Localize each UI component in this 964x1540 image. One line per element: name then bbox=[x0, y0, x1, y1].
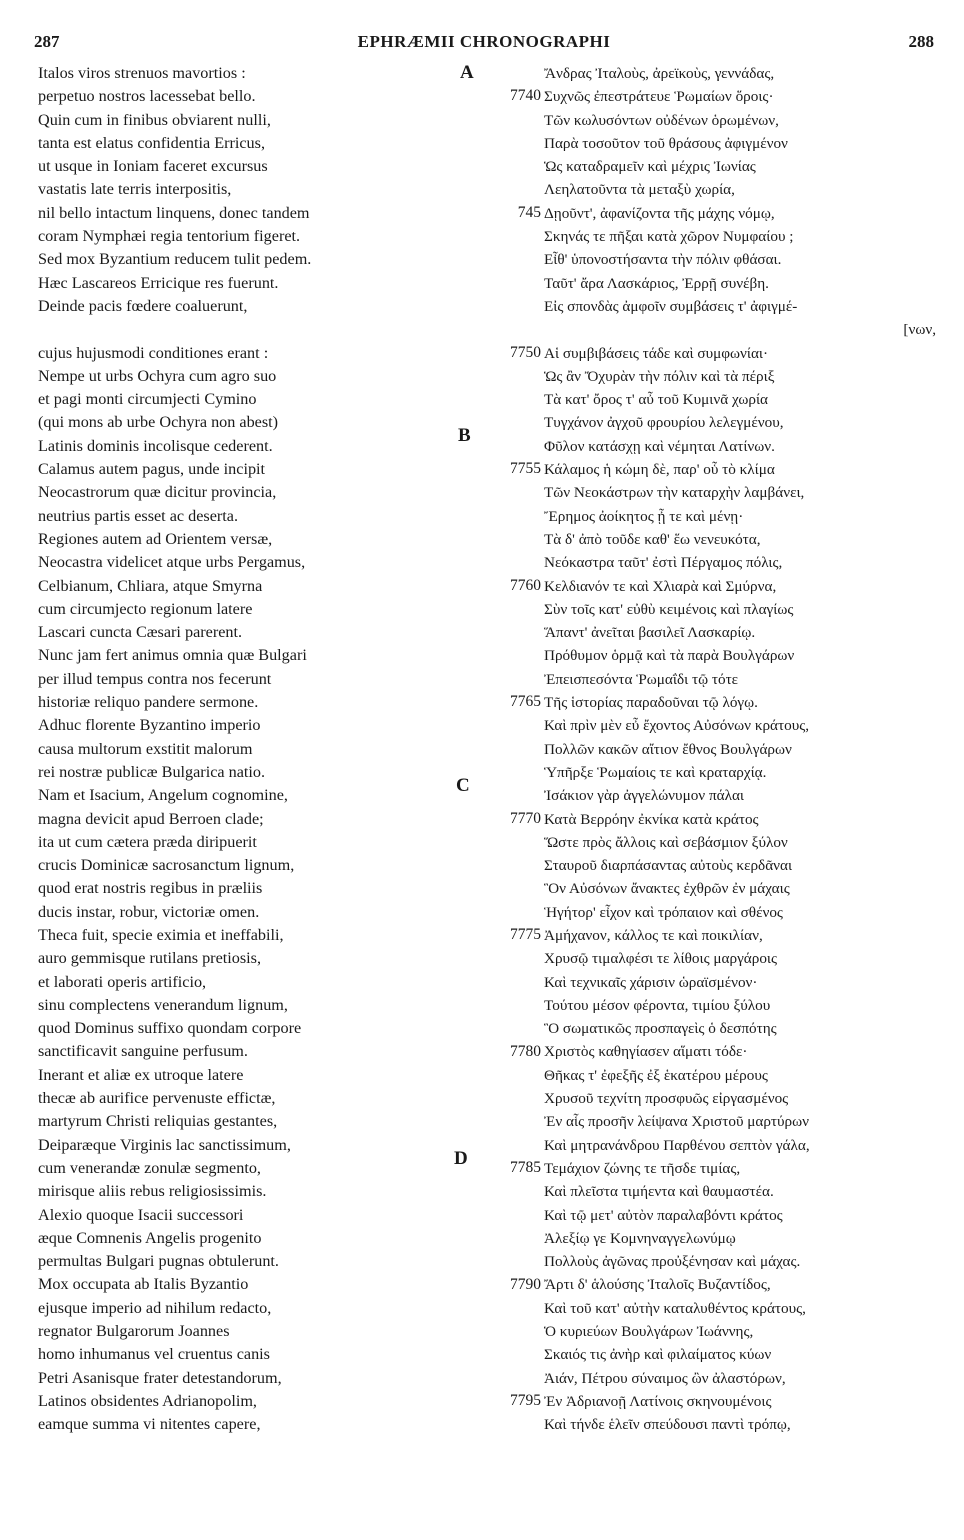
section-marker: C bbox=[456, 774, 470, 796]
latin-line: tanta est elatus confidentia Erricus, bbox=[38, 133, 265, 152]
verse-line-number: 7790 bbox=[510, 1275, 541, 1293]
latin-line: Quin cum in finibus obviarent nulli, bbox=[38, 110, 271, 129]
verse-line-number: 7795 bbox=[510, 1392, 541, 1410]
greek-line: Ὡς καταδραμεῖν καὶ μέχρις Ἰωνίας bbox=[544, 158, 756, 176]
greek-line: Χρυσῷ τιμαλφέσι τε λίθοις μαργάροις bbox=[544, 950, 778, 968]
greek-line: Τὰ κατ' ὄρος τ' αὖ τοῦ Κυμινᾶ χωρία bbox=[544, 391, 769, 409]
greek-line: Ἄρτι δ' ἁλούσης Ἰταλοῖς Βυζαντίδος, bbox=[544, 1276, 771, 1294]
latin-line: permultas Bulgari pugnas obtulerunt. bbox=[38, 1252, 279, 1271]
latin-line: magna devicit apud Berroen clade; bbox=[38, 809, 264, 828]
latin-line: neutrius partis esset ac deserta. bbox=[38, 506, 239, 525]
latin-line: ejusque imperio ad nihilum redacto, bbox=[38, 1298, 272, 1317]
latin-line: Petri Asanisque frater detestandorum, bbox=[38, 1368, 282, 1387]
greek-line: Ταῦτ' ἄρα Λασκάριος, Ἐρρῇ συνέβη. bbox=[544, 274, 769, 292]
latin-line: ducis instar, robur, victoriæ omen. bbox=[38, 902, 260, 921]
latin-line: Adhuc florente Byzantino imperio bbox=[38, 716, 261, 735]
greek-line: Καὶ πρὶν μὲν εὖ ἔχοντος Αὐσόνων κράτους, bbox=[544, 717, 810, 735]
latin-line: sanctificavit sanguine perfusum. bbox=[38, 1042, 248, 1061]
greek-line: Ὁ κυριεύων Βουλγάρων Ἰωάννης, bbox=[544, 1323, 754, 1341]
latin-line: per illud tempus contra nos fecerunt bbox=[38, 669, 272, 688]
latin-line: Nam et Isacium, Angelum cognomine, bbox=[38, 786, 288, 805]
latin-line: Alexio quoque Isacii successori bbox=[38, 1205, 244, 1224]
verse-line-number: 7740 bbox=[510, 87, 541, 105]
greek-line: Ἀλεξίῳ γε Κομνηναγγελωνύμῳ bbox=[544, 1229, 736, 1247]
latin-line: crucis Dominicæ sacrosanctum lignum, bbox=[38, 856, 295, 875]
greek-line: Κάλαμος ἡ κώμη δὲ, παρ' οὗ τὸ κλίμα bbox=[544, 461, 775, 479]
verse-line-number: 7770 bbox=[510, 809, 541, 827]
greek-line: Ἰσάκιον γὰρ ἀγγελώνυμον πάλαι bbox=[544, 787, 745, 805]
page-number-right: 288 bbox=[908, 32, 934, 51]
verse-line-number: 7765 bbox=[510, 693, 541, 711]
section-marker: B bbox=[458, 425, 471, 447]
greek-line-continuation: [νων, bbox=[903, 321, 936, 339]
greek-line: Ἐν αἷς προσῆν λείψανα Χριστοῦ μαρτύρων bbox=[544, 1113, 810, 1131]
verse-line-number: 7785 bbox=[510, 1159, 541, 1177]
latin-line: ut usque in Ioniam faceret excursus bbox=[38, 157, 268, 176]
greek-line: Ἡγήτορ' εἶχον καὶ τρόπαιον καὶ σθένος bbox=[544, 903, 783, 921]
latin-line: Latinis dominis incolisque cederent. bbox=[38, 436, 273, 455]
latin-line: Deiparæque Virginis lac sanctissimum, bbox=[38, 1135, 291, 1154]
latin-line: coram Nymphæi regia tentorium figeret. bbox=[38, 227, 301, 246]
latin-line: Nunc jam fert animus omnia quæ Bulgari bbox=[38, 646, 307, 665]
greek-line: Καὶ τήνδε ἑλεῖν σπεύδουσι παντὶ τρόπῳ, bbox=[544, 1416, 791, 1434]
greek-line: Σκαιός τις ἀνὴρ καὶ φιλαίματος κύων bbox=[544, 1346, 772, 1364]
verse-line-number: 745 bbox=[517, 203, 541, 221]
greek-line: Ἄνδρας Ἰταλοὺς, ἀρεϊκοὺς, γεννάδας, bbox=[544, 65, 775, 82]
greek-line: Πρόθυμον ὁρμᾷ καὶ τὰ παρὰ Βουλγάρων bbox=[544, 647, 795, 665]
latin-line: Lascari cuncta Cæsari parerent. bbox=[38, 623, 243, 642]
verse-line-number: 7760 bbox=[510, 576, 541, 594]
latin-line: ita ut cum cætera præda diripuerit bbox=[38, 832, 257, 851]
greek-line: Εἶθ' ὑπονοστήσαντα τὴν πόλιν φθάσαι. bbox=[544, 251, 782, 269]
greek-line: Αἱ συμβιβάσεις τάδε καὶ συμφωνίαι· bbox=[544, 344, 769, 362]
latin-line: et laborati operis artificio, bbox=[38, 972, 207, 991]
section-marker: D bbox=[454, 1147, 468, 1169]
greek-line: Δῃοῦντ', ἀφανίζοντα τῆς μάχης νόμῳ, bbox=[544, 204, 775, 222]
latin-line: Theca fuit, specie eximia et ineffabili, bbox=[38, 925, 284, 944]
latin-line: historiæ reliquo pandere sermone. bbox=[38, 693, 259, 712]
greek-text-column bbox=[544, 62, 944, 1437]
greek-line: Ὃ σωματικῶς προσπαγεὶς ὁ δεσπότης bbox=[544, 1020, 777, 1038]
greek-line: Τὰ δ' ἀπὸ τοῦδε καθ' ἕω νενευκότα, bbox=[544, 530, 761, 548]
latin-line: auro gemmisque rutilans pretiosis, bbox=[38, 949, 261, 968]
latin-line: Celbianum, Chliara, atque Smyrna bbox=[38, 576, 263, 595]
latin-line: homo inhumanus vel cruentus canis bbox=[38, 1345, 270, 1364]
latin-line: Nempe ut urbs Ochyra cum agro suo bbox=[38, 366, 277, 385]
latin-line: cum venerandæ zonulæ segmento, bbox=[38, 1158, 261, 1177]
greek-line: Εἰς σπονδὰς ἀμφοῖν συμβάσεις τ' ἀφιγμέ- bbox=[544, 297, 798, 315]
greek-line: Θῆκας τ' ἐφεξῆς ἐξ ἑκατέρου μέρους bbox=[544, 1066, 768, 1084]
greek-line: Ὡς ἂν Ὄχυρὰν τὴν πόλιν καὶ τὰ πέριξ bbox=[544, 367, 775, 385]
latin-line: cum circumjecto regionum latere bbox=[38, 599, 253, 618]
latin-line: causa multorum exstitit malorum bbox=[38, 739, 253, 758]
verse-line-number: 7755 bbox=[510, 460, 541, 478]
latin-line: Latinos obsidentes Adrianopolim, bbox=[38, 1391, 257, 1410]
latin-line: mirisque aliis rebus religiosissimis. bbox=[38, 1182, 267, 1201]
latin-line: Italos viros strenuos mavortios : bbox=[38, 64, 246, 82]
latin-line: quod erat nostris regibus in præliis bbox=[38, 879, 263, 898]
greek-line: Χριστὸς καθηγίασεν αἵματι τόδε· bbox=[544, 1043, 748, 1061]
latin-line: Neocastra videlicet atque urbs Pergamus, bbox=[38, 553, 306, 572]
greek-line: Τούτου μέσον φέροντα, τιμίου ξύλου bbox=[544, 996, 771, 1014]
greek-line: Σκηνάς τε πῆξαι κατὰ χῶρον Νυμφαίου ; bbox=[544, 228, 794, 246]
greek-line: Ὑπῆρξε Ῥωμαίοις τε καὶ κραταρχίᾳ. bbox=[544, 763, 767, 781]
latin-line: sinu complectens venerandum lignum, bbox=[38, 995, 288, 1014]
greek-line: Καὶ πλεῖστα τιμήεντα καὶ θαυμαστέα. bbox=[544, 1183, 774, 1201]
greek-line: Ὃν Αὐσόνων ἄνακτες ἐχθρῶν ἐν μάχαις bbox=[544, 880, 790, 898]
page-number-left: 287 bbox=[34, 32, 60, 51]
greek-line: Σταυροῦ διαρπάσαντας αὐτοὺς κερδᾶναι bbox=[544, 857, 793, 875]
greek-line: Σὺν τοῖς κατ' εὐθὺ κειμένοις καὶ πλαγίως bbox=[544, 600, 794, 618]
greek-line: Ἐν Ἀδριανοῇ Λατίνοις σκηνουμένοις bbox=[544, 1392, 772, 1410]
latin-line: (qui mons ab urbe Ochyra non abest) bbox=[38, 413, 279, 432]
greek-line: Πολλῶν κακῶν αἴτιον ἔθνος Βουλγάρων bbox=[544, 740, 792, 758]
greek-line: Ἔρημος ἀοίκητος ᾖ τε καὶ μένῃ· bbox=[544, 507, 744, 525]
greek-line: Πολλοὺς ἀγῶνας προὐξένησαν καὶ μάχας. bbox=[544, 1253, 801, 1271]
latin-line: Mox occupata ab Italis Byzantio bbox=[38, 1275, 249, 1294]
greek-line: Ἀμήχανον, κάλλος τε καὶ ποικιλίαν, bbox=[544, 926, 763, 944]
section-marker: A bbox=[460, 62, 474, 83]
latin-line: Inerant et aliæ ex utroque latere bbox=[38, 1065, 244, 1084]
latin-line: eamque summa vi nitentes capere, bbox=[38, 1415, 261, 1434]
latin-line: Calamus autem pagus, unde incipit bbox=[38, 460, 266, 479]
latin-line: æque Comnenis Angelis progenito bbox=[38, 1228, 262, 1247]
verse-line-number: 7750 bbox=[510, 343, 541, 361]
page-header bbox=[34, 32, 934, 58]
latin-line: cujus hujusmodi conditiones erant : bbox=[38, 343, 269, 362]
latin-line: Deinde pacis fœdere coaluerunt, bbox=[38, 296, 248, 315]
latin-line: regnator Bulgarorum Joannes bbox=[38, 1322, 230, 1341]
greek-line: Κατὰ Βερρόην ἐκνίκα κατὰ κράτος bbox=[544, 810, 759, 828]
latin-line: vastatis late terris interpositis, bbox=[38, 180, 232, 199]
greek-line: Καὶ μητρανάνδρου Παρθένου σεπτὸν γάλα, bbox=[544, 1136, 810, 1154]
latin-line: nil bello intactum linquens, donec tandem bbox=[38, 203, 310, 222]
greek-line: Τῶν Νεοκάστρων τὴν καταρχὴν λαμβάνει, bbox=[544, 484, 805, 502]
latin-line: thecæ ab aurifice pervenuste effictæ, bbox=[38, 1089, 276, 1108]
latin-line: martyrum Christi reliquias gestantes, bbox=[38, 1112, 278, 1131]
greek-line: Καὶ τῷ μετ' αὐτὸν παραλαβόντι κράτος bbox=[544, 1206, 783, 1224]
latin-line: perpetuo nostros lacessebat bello. bbox=[38, 87, 256, 106]
greek-line: Τεμάχιον ζώνης τε τῆσδε τιμίας, bbox=[544, 1159, 741, 1177]
greek-line: Παρὰ τοσοῦτον τοῦ θράσους ἀφιγμένον bbox=[544, 134, 788, 152]
latin-line: Sed mox Byzantium reducem tulit pedem. bbox=[38, 250, 312, 269]
greek-line: Συχνῶς ἐπεστράτευε Ῥωμαίων ὅροις· bbox=[544, 88, 774, 106]
latin-line: Neocastrorum quæ dicitur provincia, bbox=[38, 483, 277, 502]
greek-line: Ἅπαντ' ἀνεῖται βασιλεῖ Λασκαρίῳ. bbox=[544, 624, 756, 642]
greek-line: Χρυσοῦ τεχνίτη προσφυῶς εἰργασμένος bbox=[544, 1090, 789, 1108]
verse-line-number: 7775 bbox=[510, 926, 541, 944]
greek-line: Ἐπεισπεσόντα Ῥωμαΐδι τῷ τότε bbox=[544, 670, 739, 688]
greek-line: Τυγχάνον ἀγχοῦ φρουρίου λελεγμένου, bbox=[544, 414, 784, 432]
latin-line: Regiones autem ad Orientem versæ, bbox=[38, 529, 273, 548]
verse-line-number: 7780 bbox=[510, 1042, 541, 1060]
greek-line: Φῦλον κατάσχῃ καὶ νέμηται Λατίνων. bbox=[544, 437, 775, 455]
greek-line: Νεόκαστρα ταῦτ' ἐστὶ Πέργαμος πόλις, bbox=[544, 554, 783, 572]
latin-line: et pagi monti circumjecti Cymino bbox=[38, 390, 257, 409]
greek-line: Καὶ τεχνικαῖς χάρισιν ὡραϊσμένον· bbox=[544, 973, 758, 991]
latin-line: rei nostræ publicæ Bulgarica natio. bbox=[38, 762, 266, 781]
running-title: EPHRÆMII CHRONOGRAPHI bbox=[357, 32, 611, 51]
greek-line: Κελδιανόν τε καὶ Χλιαρὰ καὶ Σμύρνα, bbox=[544, 577, 777, 595]
latin-translation-column bbox=[38, 62, 438, 1437]
greek-line: Τῶν κωλυσόντων οὐδένων ὁρωμένων, bbox=[544, 111, 779, 129]
greek-line: Καὶ τοῦ κατ' αὐτὴν καταλυθέντος κράτους, bbox=[544, 1299, 806, 1317]
greek-line: Ὥστε πρὸς ἄλλοις καὶ σεβάσμιον ξύλον bbox=[544, 833, 788, 851]
latin-line: Hæc Lascareos Erricique res fuerunt. bbox=[38, 273, 279, 292]
greek-line: Λεηλατοῦντα τὰ μεταξὺ χωρία, bbox=[544, 181, 735, 199]
latin-line: quod Dominus suffixo quondam corpore bbox=[38, 1019, 302, 1038]
latin-paragraph-gap bbox=[38, 318, 438, 341]
greek-line: Ἀιάν, Πέτρου σύναιμος ὢν ἀλαστόρων, bbox=[544, 1369, 786, 1387]
greek-line: Τῆς ἱστορίας παραδοῦναι τῷ λόγῳ. bbox=[544, 694, 758, 712]
